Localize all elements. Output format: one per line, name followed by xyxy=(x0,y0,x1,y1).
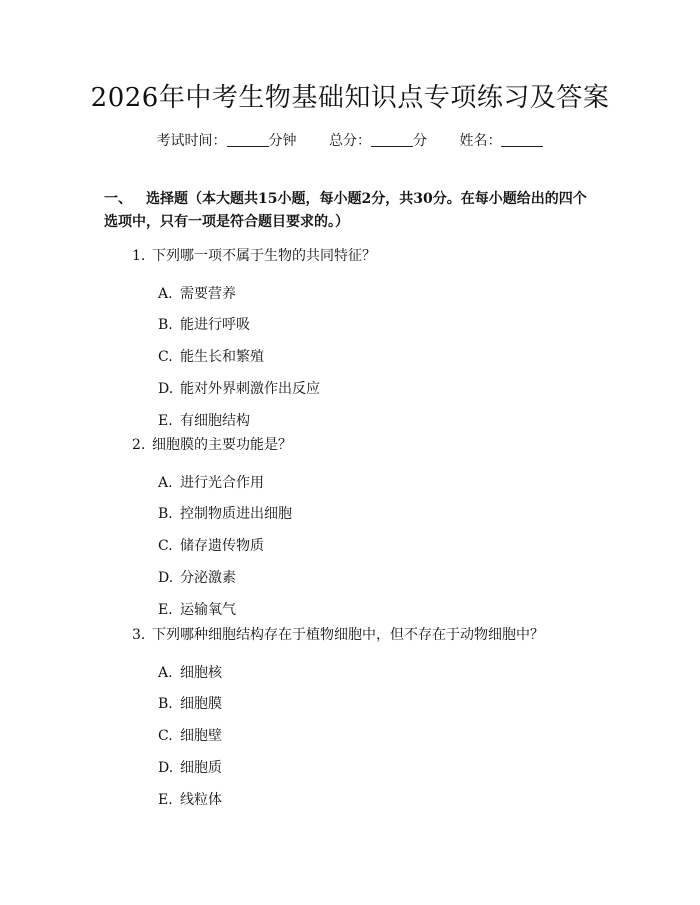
option-letter: D. xyxy=(158,569,174,586)
option-text: 能对外界刺激作出反应 xyxy=(180,380,320,397)
option-text: 细胞核 xyxy=(180,664,222,681)
question-text: 下列哪一项不属于生物的共同特征？ xyxy=(152,248,376,264)
option-letter: A. xyxy=(158,664,173,681)
option-2-2[interactable] xyxy=(158,504,292,524)
total-score-unit: 分 xyxy=(413,133,427,149)
option-3-5[interactable] xyxy=(158,790,222,810)
option-letter: D. xyxy=(158,380,174,397)
option-text: 需要营养 xyxy=(180,285,236,302)
exam-time-label: 考试时间： xyxy=(156,133,227,149)
question-text: 下列哪种细胞结构存在于植物细胞中，但不存在于动物细胞中？ xyxy=(152,627,544,643)
question-number: 3. xyxy=(132,627,146,643)
option-text: 线粒体 xyxy=(180,791,222,808)
total-score-label: 总分： xyxy=(329,133,371,149)
option-1-3[interactable] xyxy=(158,347,264,367)
option-text: 细胞壁 xyxy=(180,728,222,745)
option-letter: D. xyxy=(158,759,174,776)
option-letter: E. xyxy=(158,601,173,618)
student-name-label: 姓名： xyxy=(459,133,502,149)
option-text: 储存遗传物质 xyxy=(180,538,264,555)
option-2-4[interactable] xyxy=(158,568,236,588)
option-3-1[interactable] xyxy=(158,663,222,683)
option-letter: B. xyxy=(158,506,173,523)
option-text: 有细胞结构 xyxy=(180,412,250,429)
option-1-1[interactable] xyxy=(158,284,236,304)
option-letter: C. xyxy=(158,728,173,745)
option-text: 细胞膜 xyxy=(180,696,222,713)
question-2 xyxy=(132,435,292,455)
total-score xyxy=(329,130,427,152)
option-2-3[interactable] xyxy=(158,536,264,556)
exam-time xyxy=(157,130,297,152)
option-1-2[interactable] xyxy=(158,315,250,335)
option-letter: A. xyxy=(158,474,173,491)
option-letter: B. xyxy=(158,317,173,334)
question-text: 细胞膜的主要功能是？ xyxy=(152,437,292,453)
option-text: 能进行呼吸 xyxy=(180,317,250,334)
option-3-3[interactable] xyxy=(158,726,222,746)
option-text: 细胞质 xyxy=(180,759,222,776)
option-text: 进行光合作用 xyxy=(180,474,264,491)
total-score-blank xyxy=(371,132,413,147)
section-instructions: 选择题（本大题共15小题，每小题2分，共30分。在每小题给出的四个选项中，只有一项是符合题目要求的。） xyxy=(104,191,587,230)
option-letter: A. xyxy=(158,285,173,302)
option-2-5[interactable] xyxy=(158,600,236,620)
student-name xyxy=(459,130,543,152)
option-text: 控制物质进出细胞 xyxy=(180,506,292,523)
exam-time-unit: 分钟 xyxy=(268,133,297,149)
question-number: 2. xyxy=(132,437,146,453)
page-title: 2026年中考生物基础知识点专项练习及答案 xyxy=(90,83,610,113)
option-text: 分泌激素 xyxy=(180,569,236,586)
option-letter: E. xyxy=(158,791,173,808)
option-letter: C. xyxy=(158,538,173,555)
option-letter: B. xyxy=(158,696,173,713)
option-2-1[interactable] xyxy=(158,473,264,493)
option-letter: C. xyxy=(158,349,173,366)
option-1-4[interactable] xyxy=(158,379,320,399)
option-letter: E. xyxy=(158,412,173,429)
section-number: 一、 xyxy=(104,191,132,207)
option-3-4[interactable] xyxy=(158,758,222,778)
student-name-blank xyxy=(501,132,543,147)
exam-meta xyxy=(0,130,700,152)
section-heading xyxy=(104,188,600,234)
question-number: 1. xyxy=(132,248,146,264)
question-3 xyxy=(132,625,544,645)
question-1 xyxy=(132,246,376,266)
option-1-5[interactable] xyxy=(158,411,250,431)
option-text: 能生长和繁殖 xyxy=(180,349,264,366)
exam-time-blank xyxy=(227,132,269,147)
option-text: 运输氧气 xyxy=(180,601,236,618)
option-3-2[interactable] xyxy=(158,694,222,714)
